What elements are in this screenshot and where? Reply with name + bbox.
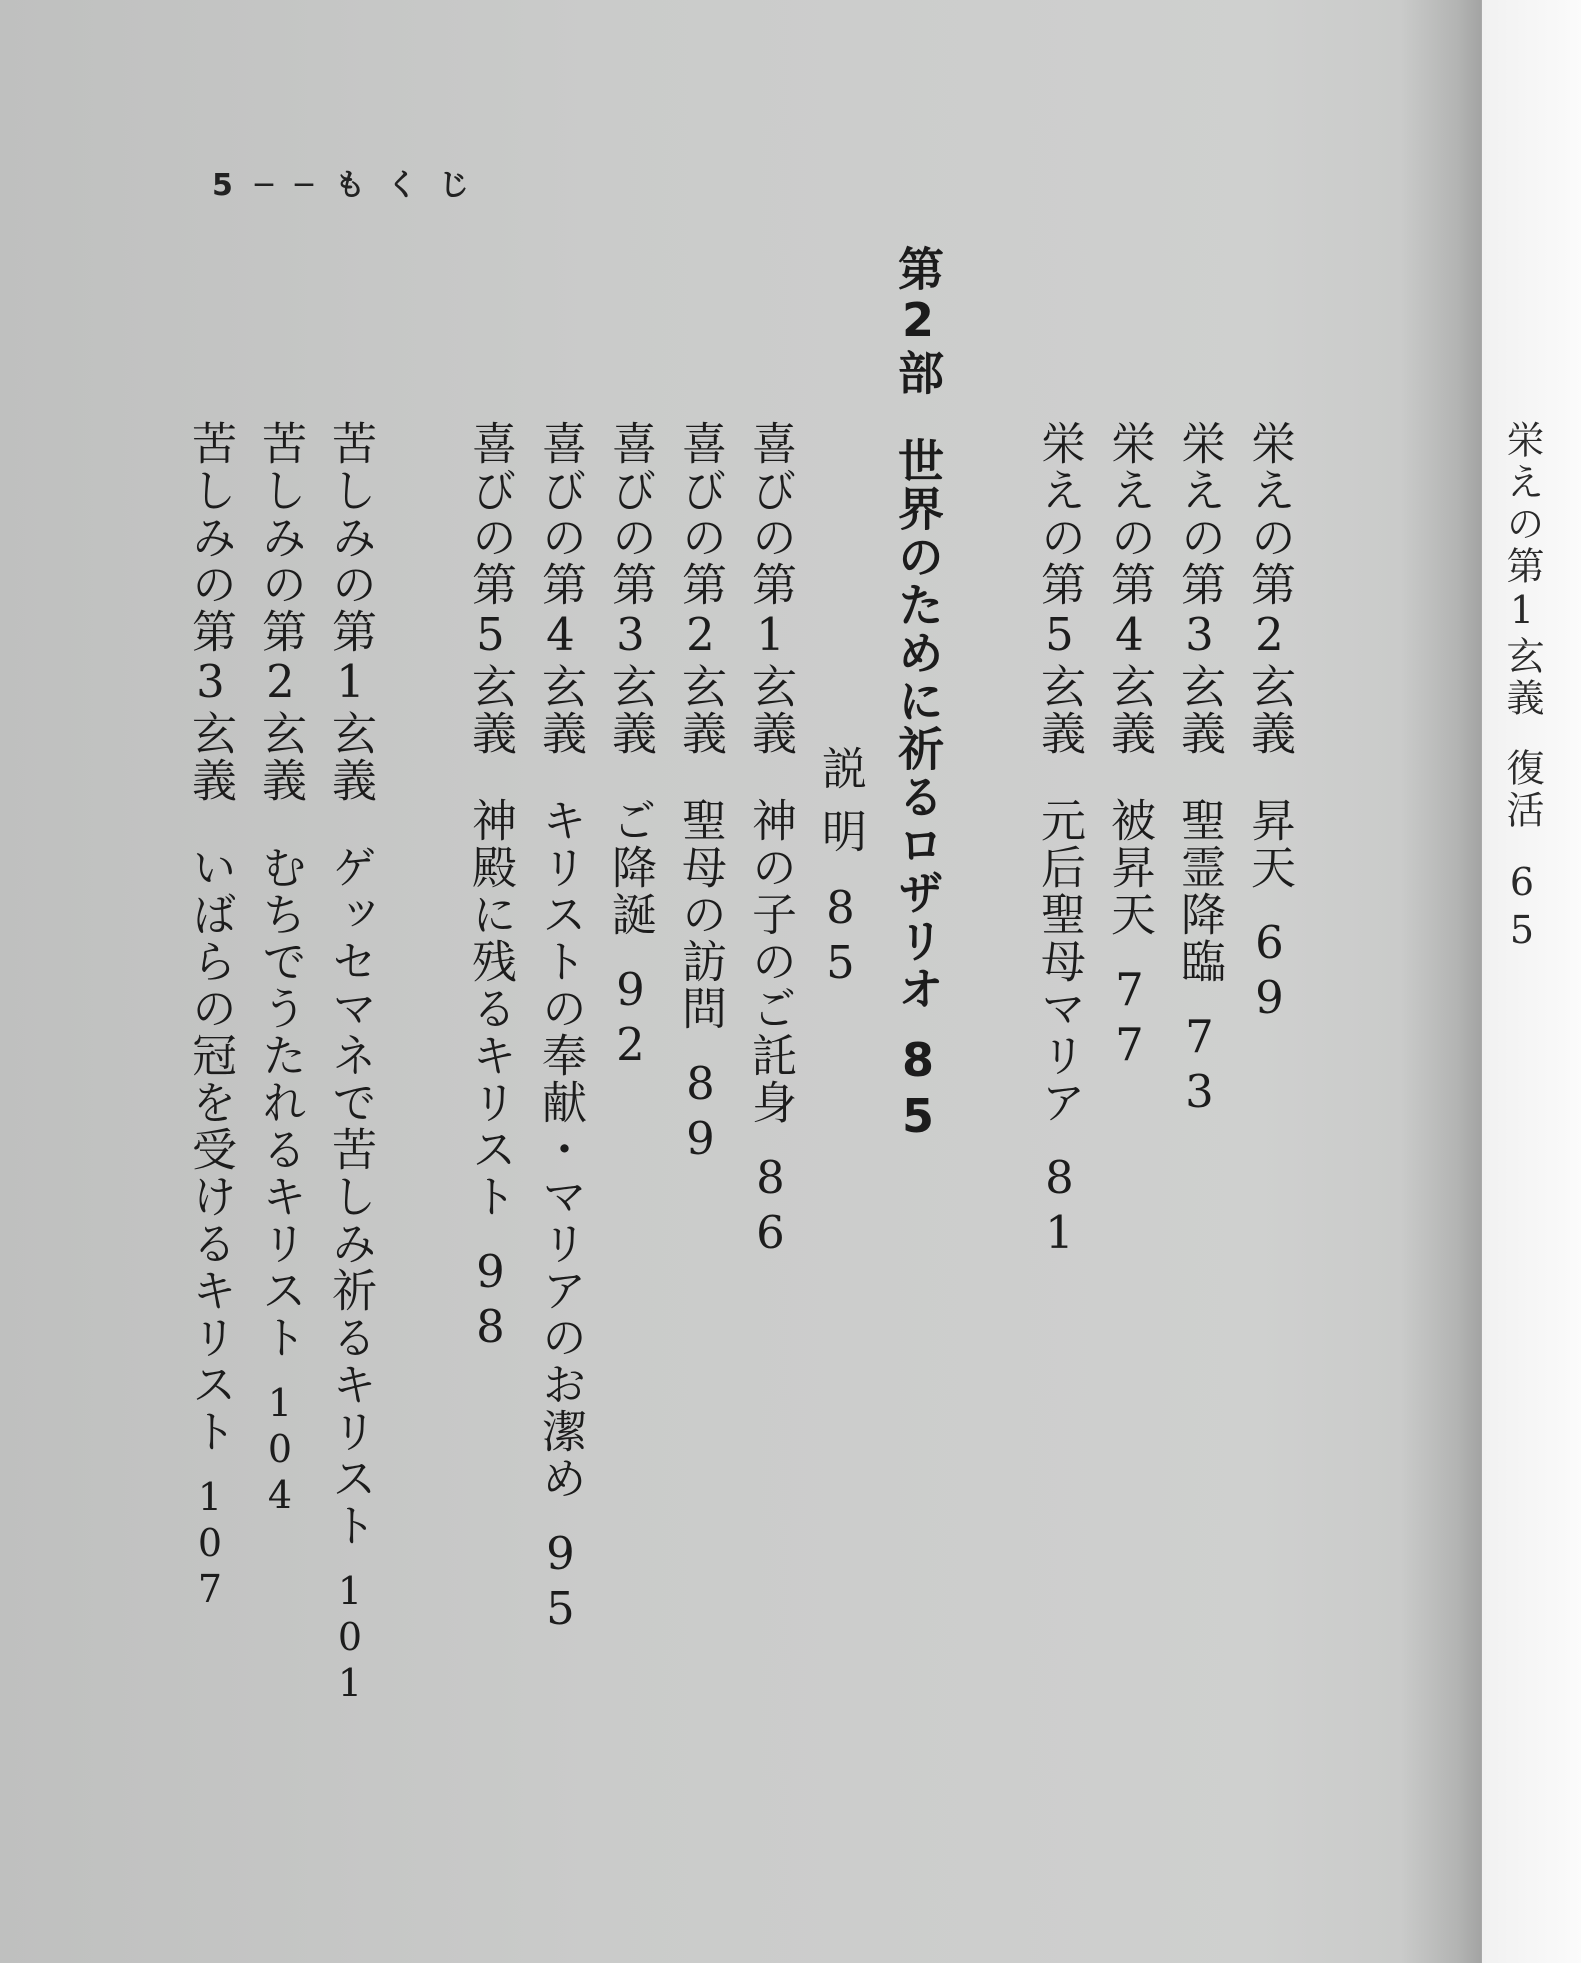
- side-entry-page: 65: [1500, 860, 1544, 956]
- toc-entry: [744, 420, 797, 1261]
- entry-page: 98: [464, 1245, 517, 1355]
- page-gutter-shadow: [1400, 0, 1481, 1963]
- toc-entry: [1173, 420, 1226, 1120]
- entry-subtitle: キリストの奉献・マリアのお潔め: [534, 797, 587, 1502]
- entry-page: 73: [1173, 1010, 1226, 1120]
- entry-subtitle: 被昇天: [1103, 797, 1156, 938]
- entry-subtitle: 昇天: [1243, 797, 1296, 891]
- entry-subtitle: 聖母の訪問: [674, 797, 727, 1032]
- running-header: 5──もくじ: [212, 168, 491, 203]
- toc-entry: [1103, 420, 1156, 1073]
- toc-entry: [534, 420, 587, 1637]
- toc-entry: [464, 420, 517, 1355]
- side-entry: [1495, 420, 1550, 956]
- entry-page: 85: [814, 881, 867, 991]
- entry-title: 喜びの第5玄義: [464, 420, 517, 757]
- entry-subtitle: 聖霊降臨: [1173, 797, 1226, 985]
- entry-subtitle: 元后聖母マリア: [1033, 797, 1086, 1126]
- toc-entry: [184, 420, 237, 1613]
- toc-entry: [674, 420, 727, 1167]
- entry-title: 栄えの第3玄義: [1173, 420, 1226, 757]
- entry-title: 喜びの第2玄義: [674, 420, 727, 757]
- entry-page: 89: [674, 1057, 727, 1167]
- entry-title: 苦しみの第3玄義: [184, 420, 237, 804]
- entry-title: 喜びの第1玄義: [744, 420, 797, 757]
- entry-subtitle: 神の子のご託身: [744, 797, 797, 1126]
- entry-title: 栄えの第2玄義: [1243, 420, 1296, 757]
- part-heading: [891, 245, 945, 1145]
- entry-page: 92: [604, 963, 657, 1073]
- side-entry-title: 栄えの第1玄義: [1500, 420, 1544, 720]
- entry-subtitle: 説明: [814, 745, 867, 871]
- entry-subtitle: いばらの冠を受けるキリスト: [184, 844, 237, 1455]
- entry-title: 喜びの第4玄義: [534, 420, 587, 757]
- facing-page-edge: [1481, 0, 1581, 1963]
- entry-title: 栄えの第5玄義: [1033, 420, 1086, 757]
- toc-entry: [604, 420, 657, 1073]
- entry-page: 77: [1103, 963, 1156, 1073]
- part-label: 第2部: [891, 245, 945, 397]
- entry-title: 苦しみの第1玄義: [324, 420, 377, 804]
- toc-entry: [814, 745, 867, 991]
- entry-title: 苦しみの第2玄義: [254, 420, 307, 804]
- entry-page: 86: [744, 1151, 797, 1261]
- entry-subtitle: ゲッセマネで苦しみ祈るキリスト: [324, 844, 377, 1549]
- entry-page: 69: [1243, 916, 1296, 1026]
- entry-subtitle: ご降誕: [604, 797, 657, 938]
- part-title: 世界のために祈るロザリオ: [891, 437, 945, 1013]
- toc-entry: [324, 420, 377, 1707]
- entry-title: 栄えの第4玄義: [1103, 420, 1156, 757]
- toc-entry: [1033, 420, 1086, 1261]
- entry-subtitle: 神殿に残るキリスト: [464, 797, 517, 1220]
- entry-page: 107: [188, 1475, 232, 1613]
- part-page: 85: [891, 1033, 945, 1145]
- side-entry-subtitle: 復活: [1500, 748, 1544, 832]
- entry-page: 81: [1033, 1151, 1086, 1261]
- entry-title: 喜びの第3玄義: [604, 420, 657, 757]
- entry-page: 104: [258, 1381, 302, 1519]
- toc-entry: [254, 420, 307, 1519]
- entry-page: 95: [534, 1527, 587, 1637]
- entry-page: 101: [328, 1569, 372, 1707]
- toc-entry: [1243, 420, 1296, 1026]
- entry-subtitle: むちでうたれるキリスト: [254, 844, 307, 1361]
